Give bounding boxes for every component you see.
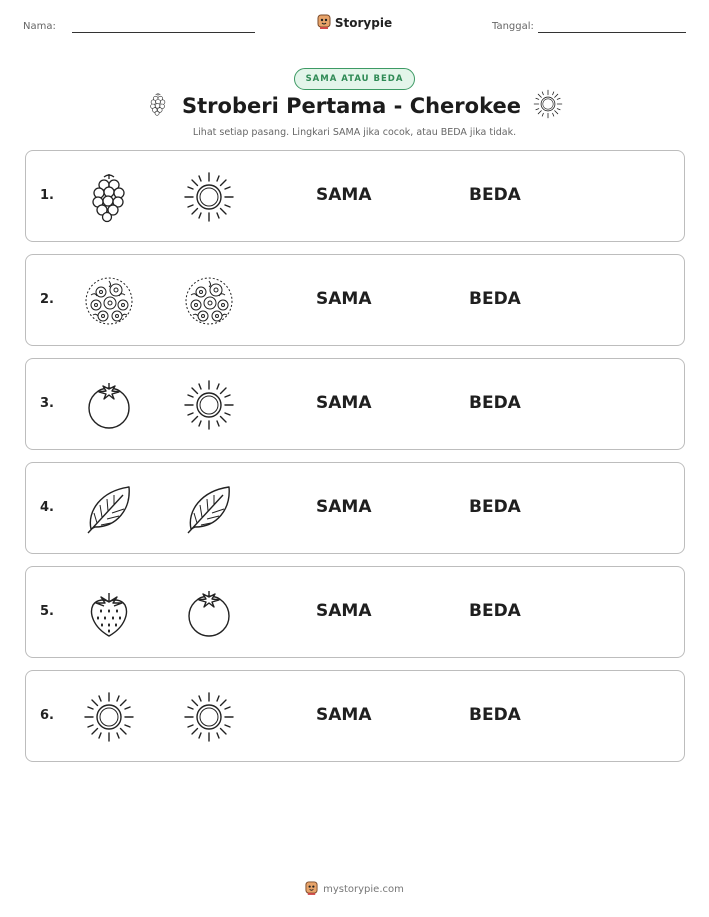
different-option[interactable]: BEDA — [469, 393, 521, 413]
page-title: Stroberi Pertama - Cherokee — [182, 94, 521, 118]
raspberry-icon — [83, 171, 135, 223]
different-option[interactable]: BEDA — [469, 289, 521, 309]
sun-icon — [533, 89, 563, 123]
pair-number: 1. — [40, 188, 54, 203]
date-label: Tanggal: — [492, 21, 534, 32]
brand-name: Storypie — [334, 16, 393, 30]
flower-bush-icon — [183, 275, 235, 327]
same-option[interactable]: SAMA — [316, 289, 372, 309]
pair-number: 3. — [40, 396, 54, 411]
leaf-icon — [83, 483, 135, 535]
pair-number: 2. — [40, 292, 54, 307]
activity-badge: SAMA ATAU BEDA — [294, 68, 416, 90]
storypie-mascot-icon — [305, 880, 318, 898]
pair-row — [25, 670, 685, 762]
pair-number: 6. — [40, 708, 54, 723]
name-label: Nama: — [23, 21, 56, 32]
sun-icon — [183, 691, 235, 743]
same-option[interactable]: SAMA — [316, 393, 372, 413]
same-option[interactable]: SAMA — [316, 185, 372, 205]
different-option[interactable]: BEDA — [469, 497, 521, 517]
date-line[interactable] — [538, 32, 686, 33]
pair-row — [25, 566, 685, 658]
flower-bush-icon — [83, 275, 135, 327]
different-option[interactable]: BEDA — [469, 705, 521, 725]
same-option[interactable]: SAMA — [316, 601, 372, 621]
same-option[interactable]: SAMA — [316, 497, 372, 517]
tomato-icon — [83, 379, 135, 431]
same-option[interactable]: SAMA — [316, 705, 372, 725]
pair-row — [25, 462, 685, 554]
pair-number: 4. — [40, 500, 54, 515]
sun-icon — [83, 691, 135, 743]
title-row — [0, 90, 709, 122]
instructions: Lihat setiap pasang. Lingkari SAMA jika cocok, atau BEDA jika tidak. — [192, 127, 517, 138]
footer — [0, 880, 709, 899]
footer-url[interactable]: mystorypie.com — [323, 883, 404, 895]
pair-row — [25, 358, 685, 450]
raspberry-icon — [146, 89, 170, 123]
different-option[interactable]: BEDA — [469, 601, 521, 621]
sun-icon — [183, 379, 235, 431]
strawberry-icon — [83, 587, 135, 639]
storypie-mascot-icon — [317, 13, 331, 33]
pair-row — [25, 150, 685, 242]
different-option[interactable]: BEDA — [469, 185, 521, 205]
pair-list — [25, 150, 685, 774]
leaf-icon — [183, 483, 235, 535]
sun-icon — [183, 171, 235, 223]
brand — [0, 13, 709, 33]
pair-number: 5. — [40, 604, 54, 619]
tomato-icon — [183, 587, 235, 639]
pair-row — [25, 254, 685, 346]
